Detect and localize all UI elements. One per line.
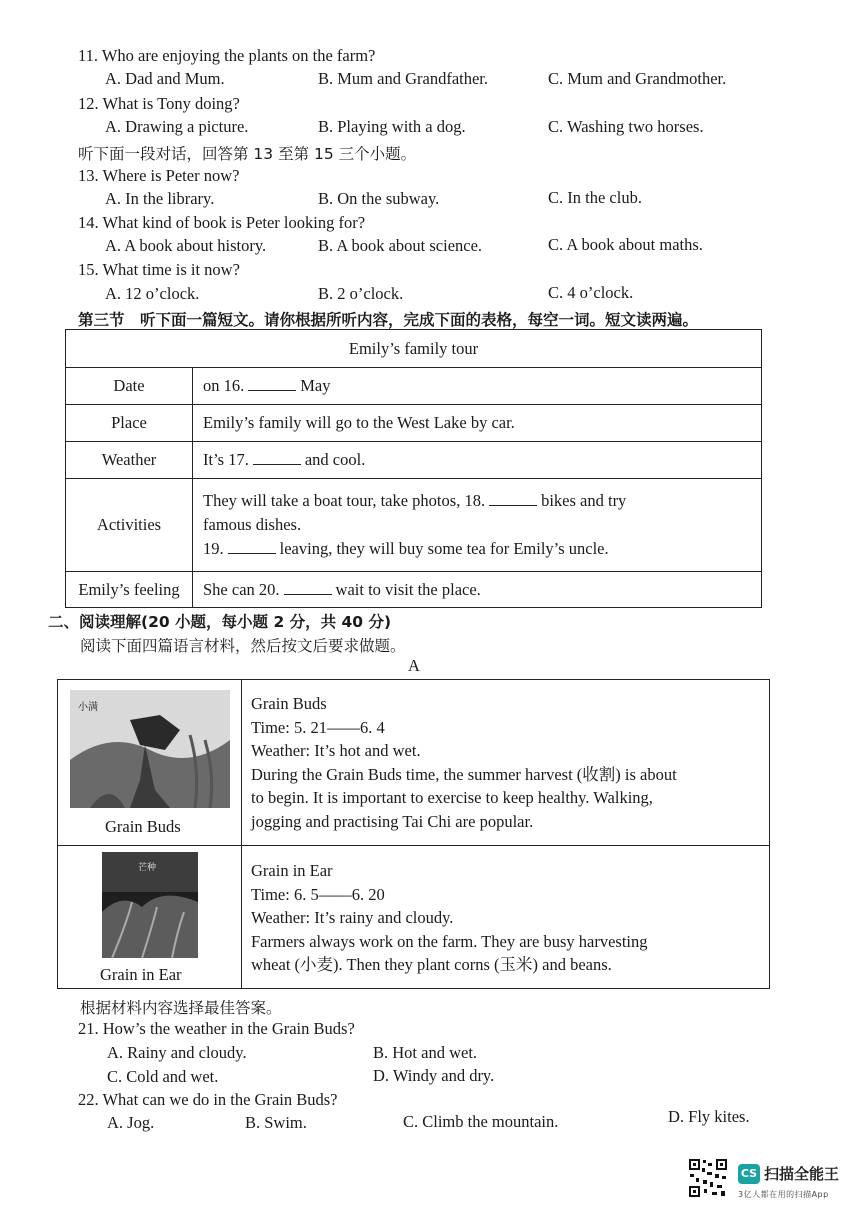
grain-buds-caption: Grain Buds bbox=[105, 817, 181, 836]
q14-option-a: A. A book about history. bbox=[105, 236, 267, 255]
q13-option-a: A. In the library. bbox=[105, 189, 215, 208]
q15-option-b: B. 2 o’clock. bbox=[318, 284, 404, 303]
question-12: 12. What is Tony doing? bbox=[78, 94, 240, 113]
grain-buds-poster-image bbox=[70, 690, 230, 808]
grain-in-ear-poster-image bbox=[102, 852, 198, 958]
q13-option-b: B. On the subway. bbox=[318, 189, 440, 208]
activities-label: Activities bbox=[66, 479, 193, 572]
q14-option-b: B. A book about science. bbox=[318, 236, 483, 255]
grain-buds-row bbox=[58, 680, 769, 846]
blank-20[interactable] bbox=[284, 582, 332, 595]
grain-buds-picture-cell bbox=[58, 680, 242, 845]
grain-in-ear-row bbox=[58, 846, 769, 988]
reading-header: 二、阅读理解(20 小题，每小题 2 分，共 40 分) bbox=[48, 613, 392, 631]
camscanner-logo-icon: CS bbox=[738, 1164, 760, 1184]
q21-option-b: B. Hot and wet. bbox=[373, 1043, 478, 1062]
tour-table bbox=[65, 329, 762, 608]
q22-option-a: A. Jog. bbox=[107, 1113, 155, 1132]
reading-instruction: 阅读下面四篇语言材料，然后按文后要求做题。 bbox=[80, 637, 406, 655]
question-14: 14. What kind of book is Peter looking for? bbox=[78, 213, 366, 232]
q14-option-c: C. A book about maths. bbox=[548, 235, 703, 254]
activities-cell: They will take a boat tour, take photos, 18. bikes and try famous dishes. 19. leaving, they will buy some tea for Emily’s uncle. bbox=[193, 479, 762, 572]
question-22: 22. What can we do in the Grain Buds? bbox=[78, 1090, 338, 1109]
blank-17[interactable] bbox=[253, 452, 301, 465]
blank-19[interactable] bbox=[228, 541, 276, 554]
place-label: Place bbox=[66, 405, 193, 442]
q11-option-a: A. Dad and Mum. bbox=[105, 69, 225, 88]
tour-table-title: Emily’s family tour bbox=[66, 330, 762, 368]
q22-option-c: C. Climb the mountain. bbox=[403, 1112, 559, 1131]
q22-option-d: D. Fly kites. bbox=[668, 1107, 750, 1126]
q21-option-c: C. Cold and wet. bbox=[107, 1067, 219, 1086]
qr-code-icon bbox=[688, 1158, 728, 1198]
blank-16[interactable] bbox=[248, 378, 296, 391]
q12-option-a: A. Drawing a picture. bbox=[105, 117, 249, 136]
q13-option-c: C. In the club. bbox=[548, 188, 642, 207]
date-label: Date bbox=[66, 368, 193, 405]
grain-buds-poster-text: 小满 bbox=[78, 702, 98, 713]
feeling-cell: She can 20. wait to visit the place. bbox=[193, 572, 762, 608]
question-11: 11. Who are enjoying the plants on the farm? bbox=[78, 46, 376, 65]
question-21: 21. How’s the weather in the Grain Buds? bbox=[78, 1019, 355, 1038]
grain-in-ear-caption: Grain in Ear bbox=[100, 965, 182, 984]
camscanner-name: 扫描全能王 bbox=[764, 1165, 840, 1183]
question-13: 13. Where is Peter now? bbox=[78, 166, 240, 185]
choose-instruction: 根据材料内容选择最佳答案。 bbox=[80, 999, 282, 1017]
q22-option-b: B. Swim. bbox=[245, 1113, 307, 1132]
q11-option-b: B. Mum and Grandfather. bbox=[318, 69, 489, 88]
weather-cell: It’s 17. and cool. bbox=[193, 442, 762, 479]
instruction-13-15: 听下面一段对话，回答第 13 至第 15 三个小题。 bbox=[78, 145, 417, 163]
feeling-label: Emily’s feeling bbox=[66, 572, 193, 608]
q21-option-d: D. Windy and dry. bbox=[373, 1066, 495, 1085]
q15-option-c: C. 4 o’clock. bbox=[548, 283, 634, 302]
q12-option-c: C. Washing two horses. bbox=[548, 117, 704, 136]
q12-option-b: B. Playing with a dog. bbox=[318, 117, 466, 136]
camscanner-tagline: 3亿人都在用的扫描App bbox=[738, 1190, 829, 1199]
grain-buds-text: Grain Buds Time: 5. 21——6. 4 Weather: It’s hot and wet. During the Grain Buds time, the summer harvest (收割) is about to begin. It is important to exercise to keep healthy. Walking, jogging and practising Tai Chi are popular. bbox=[251, 694, 677, 831]
solar-terms-box bbox=[57, 679, 770, 989]
grain-in-ear-poster-text: 芒种 bbox=[138, 863, 157, 873]
date-cell: on 16. May bbox=[193, 368, 762, 405]
q11-option-c: C. Mum and Grandmother. bbox=[548, 69, 727, 88]
weather-label: Weather bbox=[66, 442, 193, 479]
question-15: 15. What time is it now? bbox=[78, 260, 240, 279]
place-cell: Emily’s family will go to the West Lake by car. bbox=[193, 405, 762, 442]
grain-in-ear-text: Grain in Ear Time: 6. 5——6. 20 Weather: It’s rainy and cloudy. Farmers always work on the farm. They are busy harvesting wheat (小麦). Then they plant corns (玉米) and beans. bbox=[251, 861, 648, 974]
q15-option-a: A. 12 o’clock. bbox=[105, 284, 200, 303]
passage-letter: A bbox=[408, 656, 420, 675]
q21-option-a: A. Rainy and cloudy. bbox=[107, 1043, 247, 1062]
section-3-instruction: 第三节 听下面一篇短文。请你根据所听内容，完成下面的表格，每空一词。短文读两遍。 bbox=[78, 311, 699, 329]
blank-18[interactable] bbox=[489, 493, 537, 506]
grain-in-ear-picture-cell bbox=[58, 846, 242, 988]
